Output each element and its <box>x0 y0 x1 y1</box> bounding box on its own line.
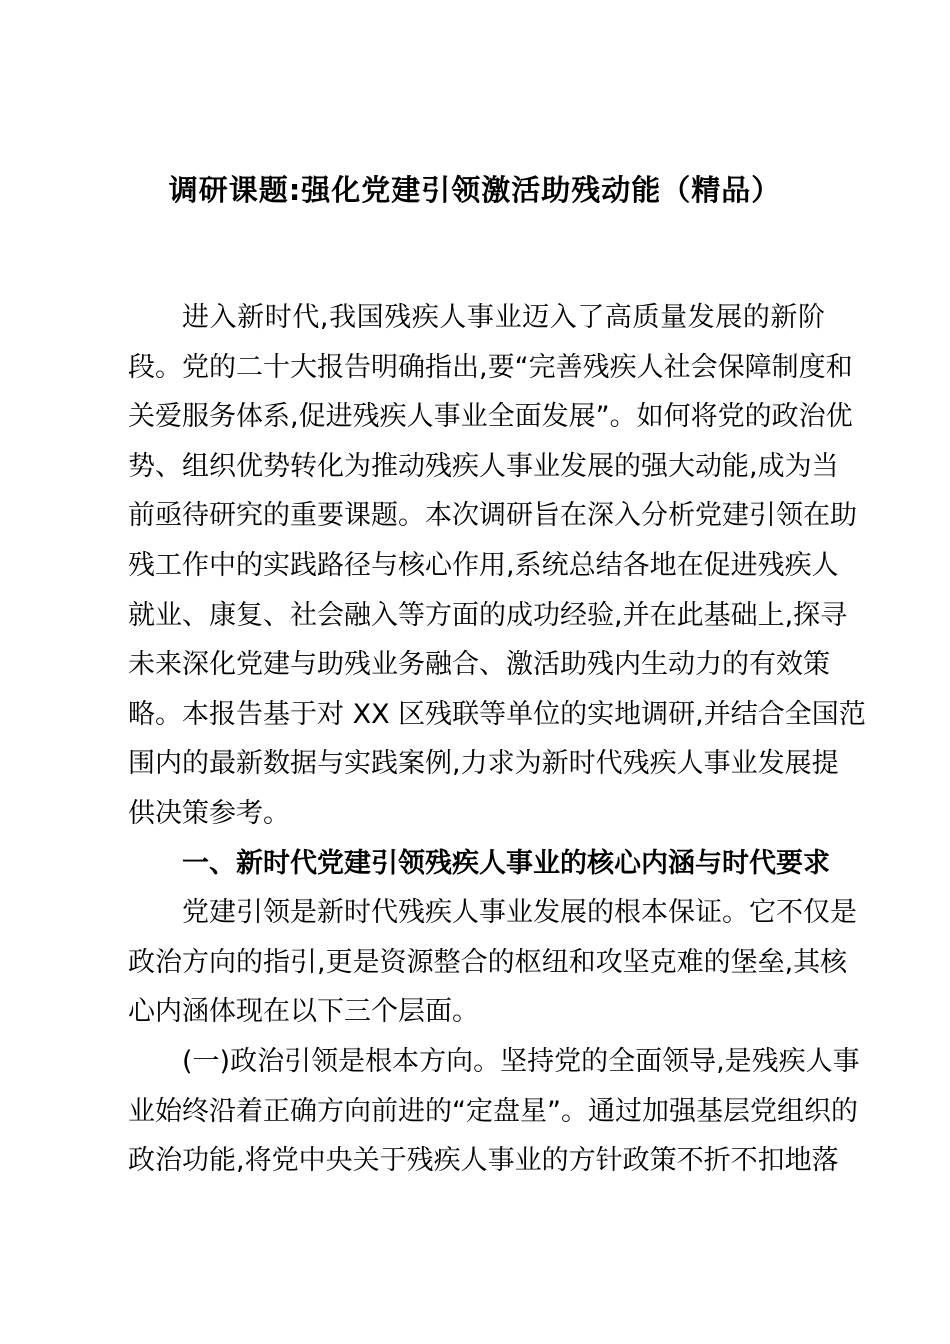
text-line: 党建引领是新时代残疾人事业发展的根本保证。它不仅是 <box>182 897 857 929</box>
text-line: 围内的最新数据与实践案例,力求为新时代残疾人事业发展提 <box>128 748 839 780</box>
text-line: 残工作中的实践路径与核心作用,系统总结各地在促进残疾人 <box>128 549 839 581</box>
text-line: 政治方向的指引,更是资源整合的枢纽和攻坚克难的堡垒,其核 <box>128 946 848 978</box>
text-line: 就业、康复、社会融入等方面的成功经验,并在此基础上,探寻 <box>128 599 848 631</box>
text-line: 前亟待研究的重要课题。本次调研旨在深入分析党建引领在助 <box>128 500 857 532</box>
text-line: 政治功能,将党中央关于残疾人事业的方针政策不折不扣地落 <box>128 1145 839 1177</box>
paragraph <box>128 1037 860 1186</box>
paragraph <box>128 293 866 839</box>
text-line: 未来深化党建与助残业务融合、激活助残内生动力的有效策 <box>128 649 830 681</box>
text-line: 业始终沿着正确方向前进的“定盘星”。通过加强基层党组织的 <box>128 1095 858 1127</box>
text-line: (一)政治引领是根本方向。坚持党的全面领导,是残疾人事 <box>182 1045 860 1077</box>
section-heading <box>128 839 830 889</box>
text-line: 略。本报告基于对 XX 区残联等单位的实地调研,并结合全国范 <box>128 698 866 730</box>
text-line: 心内涵体现在以下三个层面。 <box>128 996 479 1028</box>
paragraph <box>128 888 857 1037</box>
text-line: 一、新时代党建引领残疾人事业的核心内涵与时代要求 <box>182 847 830 879</box>
text-line: 势、组织优势转化为推动残疾人事业发展的强大动能,成为当 <box>128 450 839 482</box>
text-line: 供决策参考。 <box>128 797 290 829</box>
document-body <box>128 293 866 1186</box>
text-line: 段。党的二十大报告明确指出,要“完善残疾人社会保障制度和 <box>128 351 853 383</box>
document-title: 调研课题:强化党建引领激活助残动能（精品） <box>168 173 782 207</box>
text-line: 关爱服务体系,促进残疾人事业全面发展”。如何将党的政治优 <box>128 401 853 433</box>
text-line: 进入新时代,我国残疾人事业迈入了高质量发展的新阶 <box>182 302 825 333</box>
